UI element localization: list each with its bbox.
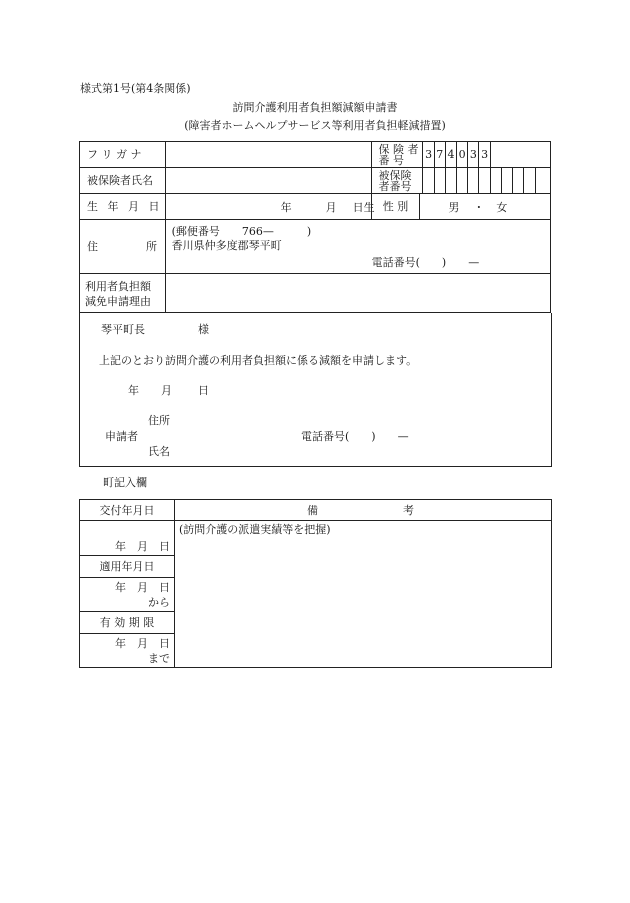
insured-number-digit[interactable] <box>513 168 524 194</box>
insured-number-digit[interactable] <box>434 168 445 194</box>
insured-number-digit[interactable] <box>445 168 456 194</box>
apply-date-ymd: 年 月 日 <box>115 581 170 594</box>
gender-female[interactable]: 女 <box>496 201 508 214</box>
address-label-2: 所 <box>146 240 157 253</box>
remarks-note: (訪問介護の派遣実績等を把握) <box>179 523 331 536</box>
addressee: 琴平町長 <box>101 323 145 336</box>
form-number: 様式第1号(第4条関係) <box>80 82 191 95</box>
insurer-digit: 4 <box>445 142 456 168</box>
date-day: 日 <box>198 384 209 397</box>
insured-number-digit[interactable] <box>468 168 479 194</box>
issue-date-field[interactable] <box>80 521 175 556</box>
remarks-label-2: 考 <box>403 504 414 517</box>
validity-date-field[interactable] <box>80 634 175 668</box>
address-line: 香川県仲多度郡琴平町 <box>171 239 282 252</box>
insured-name-field[interactable] <box>165 168 371 194</box>
birth-year: 年 <box>280 201 292 214</box>
form-subtitle: (障害者ホームヘルプサービス等利用者負担軽減措置) <box>184 119 446 132</box>
honorific: 様 <box>198 323 209 336</box>
insurer-digit: 3 <box>423 142 434 168</box>
gender-field[interactable] <box>420 194 551 220</box>
furigana-field[interactable] <box>165 142 371 168</box>
insured-number-digit[interactable] <box>457 168 468 194</box>
address-label-1: 住 <box>87 240 98 253</box>
form-title: 訪問介護利用者負担額減額申請書 <box>232 101 398 114</box>
apply-date-from: から <box>148 596 170 609</box>
insured-number-digit[interactable] <box>501 168 512 194</box>
reason-label-1: 利用者負担額 <box>85 280 151 293</box>
date-year: 年 <box>128 384 139 397</box>
office-use-heading: 町記入欄 <box>103 476 147 489</box>
insured-name-label: 被保険者氏名 <box>80 168 166 194</box>
remarks-label-1: 備 <box>307 504 318 517</box>
insurer-digit: 3 <box>468 142 479 168</box>
insured-number-digit[interactable] <box>423 168 434 194</box>
application-table <box>79 141 551 313</box>
reason-label-2: 減免申請理由 <box>85 295 151 308</box>
phone-line: 電話番号( ) — <box>371 256 480 269</box>
remarks-header <box>175 500 552 521</box>
birth-day: 日生 <box>352 201 375 214</box>
furigana-label: フ リ ガ ナ <box>80 142 166 168</box>
insured-number-label: 被保険者番号 <box>371 168 423 194</box>
address-field[interactable] <box>165 220 550 274</box>
postal-code-line: (郵便番号 766— ) <box>171 225 312 238</box>
insurer-digit: 0 <box>457 142 468 168</box>
birth-month: 月 <box>325 201 337 214</box>
apply-date-label: 適用年月日 <box>80 556 175 578</box>
insurer-blank <box>490 142 550 168</box>
remarks-field[interactable] <box>175 521 552 668</box>
insurer-digit: 3 <box>479 142 490 168</box>
birth-label: 生 年 月 日 <box>80 194 166 220</box>
reason-field[interactable] <box>165 274 550 313</box>
insured-number-digit[interactable] <box>479 168 490 194</box>
applicant-phone: 電話番号( ) — <box>301 430 409 443</box>
gender-label: 性 別 <box>371 194 420 220</box>
gender-male[interactable]: 男 <box>448 201 460 214</box>
statement: 上記のとおり訪問介護の利用者負担額に係る減額を申請します。 <box>99 354 418 367</box>
apply-date-field[interactable] <box>80 578 175 612</box>
insurer-digit: 7 <box>434 142 445 168</box>
applicant-label: 申請者 <box>105 430 138 443</box>
reason-label <box>80 274 166 313</box>
applicant-name-label: 氏名 <box>148 445 170 458</box>
validity-date-until: まで <box>148 652 170 665</box>
validity-label: 有 効 期 限 <box>80 612 175 634</box>
insured-number-digit[interactable] <box>524 168 535 194</box>
office-use-table <box>79 499 552 668</box>
gender-separator: ・ <box>473 201 485 214</box>
applicant-address-label: 住所 <box>148 414 170 427</box>
insured-number-digit[interactable] <box>535 168 551 194</box>
date-month: 月 <box>161 384 172 397</box>
insurer-number-label: 保 険 者 番 号 <box>371 142 423 168</box>
validity-date-ymd: 年 月 日 <box>115 637 170 650</box>
address-label <box>80 220 166 274</box>
birth-date-field[interactable] <box>165 194 375 220</box>
insured-number-digit[interactable] <box>490 168 501 194</box>
issue-date-label: 交付年月日 <box>80 500 175 521</box>
declaration-box <box>79 313 552 467</box>
issue-date-ymd: 年 月 日 <box>115 540 170 553</box>
